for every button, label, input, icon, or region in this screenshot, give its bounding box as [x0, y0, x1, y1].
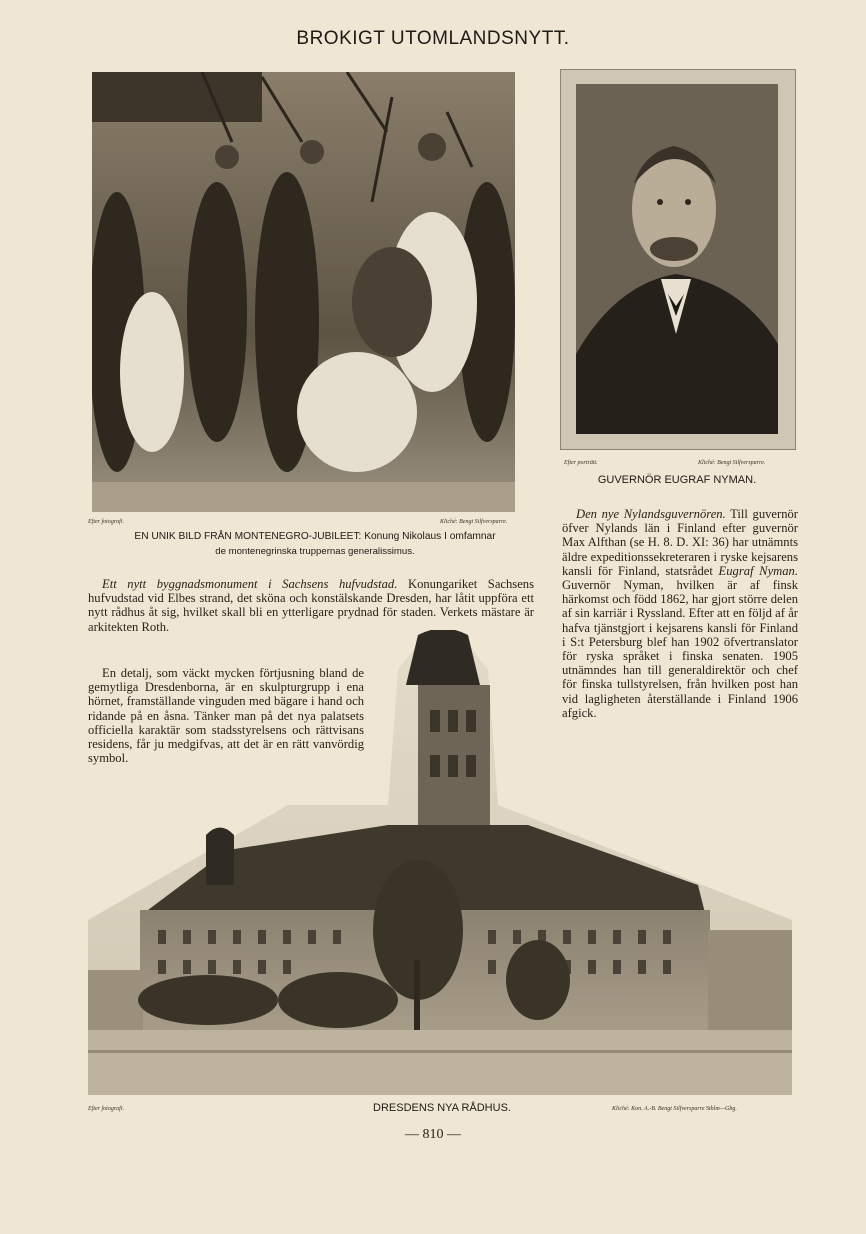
- photo3-credit-left: Efter fotografi.: [88, 1106, 124, 1112]
- article-dresden-p1: Konungariket Sachsens hufvudstad vid Elbes strand, det sköna och konstälskande Dresden, har låtit uppföra ett nytt rådhus åt sig, hvilket skall bli en ytterligare prydnad för staden. Verkets mästare är arkitekten Roth.: [88, 577, 534, 634]
- page-header: BROKIGT UTOMLANDSNYTT.: [296, 28, 570, 49]
- photo1-caption-line2: de montenegrinska truppernas generalissimus.: [215, 546, 415, 557]
- article-nyman-heading: Den nye Nylandsguvernören.: [576, 507, 726, 521]
- article-nyman-p1-end: Guvernör Nyman, hvilken är af finsk härkomst och född 1862, har gjort större delen af sin karriär i Ryssland. Efter att en följd af år hafva tjänstgjort i kejsarens kansli för Finland i S:t Petersburg blef han 1902 öfvertranslator för ryska språket i finska senaten. 1905 utnämndes han till generaldirektör och chef för finska tullstyrelsen, från hvilken post han vid lagligheten återställande i Finland 1906 afgick.: [562, 578, 798, 720]
- page-number: — 810 —: [405, 1127, 461, 1142]
- photo2-credit-left: Efter porträtt.: [564, 460, 598, 466]
- dresden-townhall-photo: [88, 630, 792, 1095]
- photo3-caption: DRESDENS NYA RÅDHUS.: [373, 1102, 511, 1114]
- photo1-credit-left: Efter fotografi.: [88, 519, 124, 525]
- montenegro-photo: [92, 72, 515, 512]
- article-dresden: [88, 577, 534, 634]
- photo2-credit-right: Kliché: Bengt Silfversparre.: [698, 460, 766, 466]
- article-dresden-heading: Ett nytt byggnadsmonument i Sachsens hufvudstad.: [102, 577, 398, 591]
- article-dresden-p2: En detalj, som väckt mycken förtjusning bland de gemytliga Dresdenborna, är en skulpturgrupp i ena hörnet, framställande vinguden med bägare i hand och ridande på en åsna. Tänker man på det nya palatsets officiella karaktär som stadsstyrelsens och rättvisans residens, får ju medgifvas, att det är en rätt vanvördig symbol.: [88, 666, 364, 766]
- article-nyman-p1: Till guvernör öfver Nylands län i Finland efter guvernör Max Alfthan (se H. 8. D. XI: 36) har utnämnts äldre expeditionssekreteraren i ryske kejsarens kansli för Finland, statsrådet: [562, 507, 798, 578]
- article-nyman-name: Eugraf Nyman.: [718, 563, 798, 578]
- photo3-credit-right: Kliché: Kon. A.-B. Bengt Silfversparre Sthlm—Gbg.: [612, 1106, 737, 1112]
- portrait-photo: [576, 84, 778, 434]
- photo1-caption-line1: EN UNIK BILD FRÅN MONTENEGRO-JUBILEET: Konung Nikolaus I omfamnar: [134, 531, 496, 542]
- photo2-caption: GUVERNÖR EUGRAF NYMAN.: [597, 474, 757, 486]
- photo1-credit-right: Kliché: Bengt Silfversparre.: [440, 519, 508, 525]
